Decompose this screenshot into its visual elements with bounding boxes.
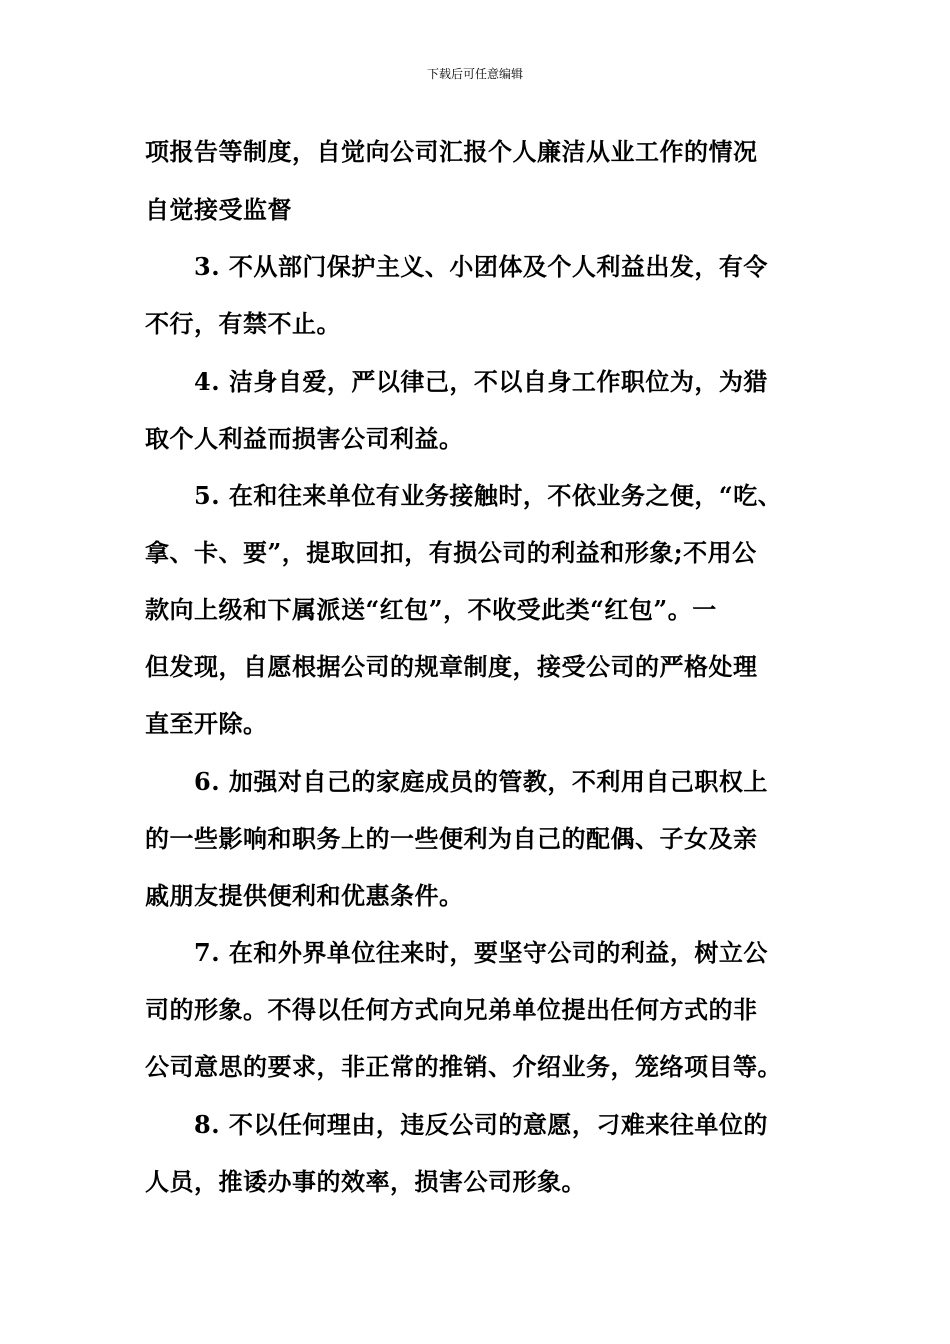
list-item-5-line: 5. 在和往来单位有业务接触时，不依业务之便，“吃、 (194, 481, 783, 510)
text-line: 戚朋友提供便利和优惠条件。 (145, 881, 464, 910)
text-line: 不行，有禁不止。 (145, 309, 341, 338)
text-line: 公司意思的要求，非正常的推销、介绍业务，笼络项目等。 (145, 1052, 782, 1081)
text-line: 的一些影响和职务上的一些便利为自己的配偶、子女及亲 (145, 824, 758, 853)
text-line: 但发现，自愿根据公司的规章制度，接受公司的严格处理 (145, 652, 758, 681)
text-line: 人员，推诿办事的效率，损害公司形象。 (145, 1167, 586, 1196)
text-line: 取个人利益而损害公司利益。 (145, 424, 464, 453)
list-item-8-line: 8. 不以任何理由，违反公司的意愿，刁难来往单位的 (194, 1110, 768, 1139)
list-item-4-line: 4. 洁身自爱，严以律己，不以自身工作职位为，为猎 (194, 367, 768, 396)
text-line: 司的形象。不得以任何方式向兄弟单位提出任何方式的非 (145, 995, 758, 1024)
list-item-6-line: 6. 加强对自己的家庭成员的管教，不利用自己职权上 (194, 767, 768, 796)
text-line: 款向上级和下属派送“红包”，不收受此类“红包”。一 (145, 595, 717, 624)
text-line: 拿、卡、要”，提取回扣，有损公司的利益和形象;不用公 (145, 538, 757, 567)
list-item-7-line: 7. 在和外界单位往来时，要坚守公司的利益，树立公 (194, 938, 768, 967)
text-line: 自觉接受监督 (145, 195, 292, 224)
text-line: 项报告等制度，自觉向公司汇报个人廉洁从业工作的情况 (145, 137, 758, 166)
text-line: 直至开除。 (145, 709, 268, 738)
list-item-3-line: 3. 不从部门保护主义、小团体及个人利益出发，有令 (194, 252, 768, 281)
page-header: 下载后可任意编辑 (426, 67, 523, 81)
